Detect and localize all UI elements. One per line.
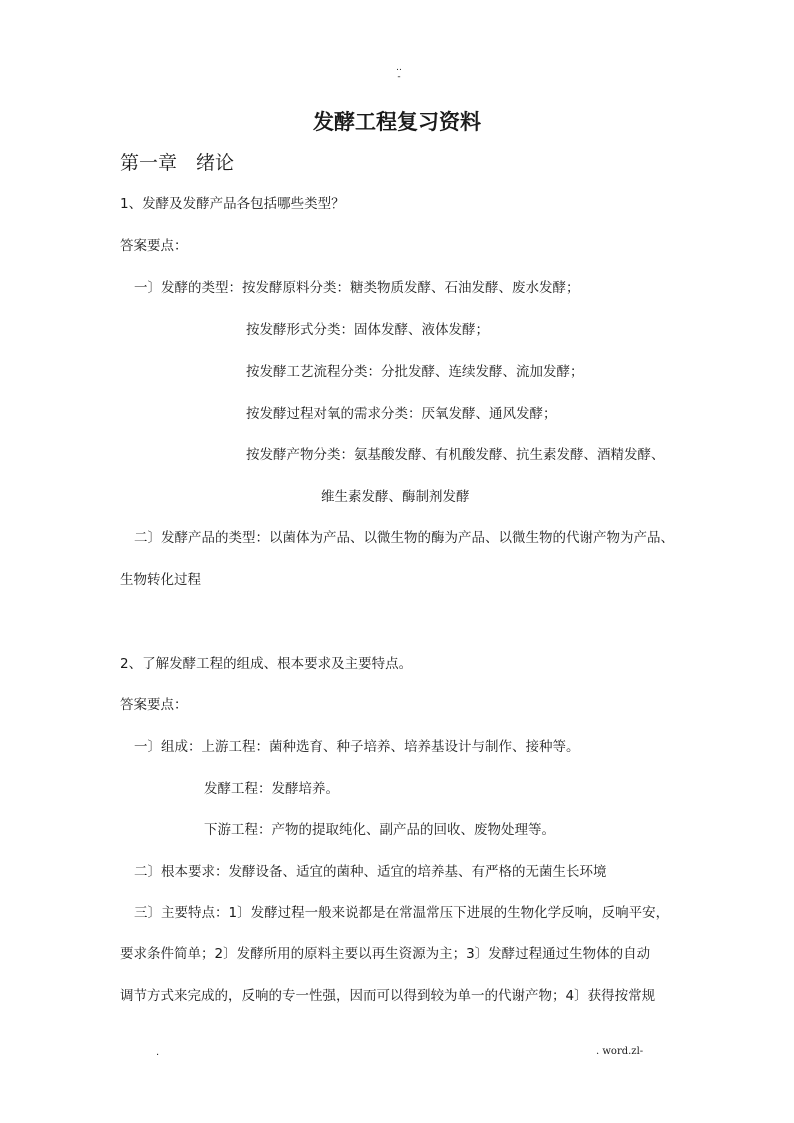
q1-part1-lead: 一〕发酵的类型：按发酵原料分类：糖类物质发酵、石油发酵、废水发酵； bbox=[134, 280, 580, 296]
q1-part2-line1: 二〕发酵产品的类型：以菌体为产品、以微生物的酶为产品、以微生物的代谢产物为产品、 bbox=[134, 530, 674, 546]
q1-answer-label: 答案要点： bbox=[120, 238, 188, 254]
q1-part1-line3: 按发酵工艺流程分类：分批发酵、连续发酵、流加发酵； bbox=[246, 364, 584, 380]
footer-right: . word.zl- bbox=[596, 1046, 644, 1057]
q2-question: 2、了解发酵工程的组成、根本要求及主要特点。 bbox=[120, 656, 413, 672]
document-title: 发酵工程复习资料 bbox=[313, 110, 481, 134]
q1-part1-line2: 按发酵形式分类：固体发酵、液体发酵； bbox=[246, 322, 489, 338]
q2-part3-line1: 三〕主要特点：1〕发酵过程一般来说都是在常温常压下进展的生物化学反响，反响平安， bbox=[134, 905, 670, 921]
q1-part1-line5: 按发酵产物分类：氨基酸发酵、有机酸发酵、抗生素发酵、酒精发酵、 bbox=[246, 447, 665, 463]
chapter-heading: 第一章 绪论 bbox=[120, 152, 235, 174]
q2-part1-line2: 发酵工程：发酵培养。 bbox=[204, 781, 339, 797]
q1-part1-line4: 按发酵过程对氧的需求分类：厌氧发酵、通风发酵； bbox=[246, 406, 557, 422]
q2-part3-line2: 要求条件简单；2〕发酵所用的原料主要以再生资源为主；3〕发酵过程通过生物体的自动 bbox=[120, 946, 651, 962]
q1-question: 1、发酵及发酵产品各包括哪些类型？ bbox=[120, 196, 345, 212]
q2-answer-label: 答案要点： bbox=[120, 697, 188, 713]
q2-part1-line3: 下游工程：产物的提取纯化、副产品的回收、废物处理等。 bbox=[204, 822, 555, 838]
header-mark-top: .. bbox=[396, 63, 402, 73]
header-mark bbox=[393, 64, 405, 82]
q2-part1-line1: 一〕组成：上游工程：菌种选育、种子培养、培养基设计与制作、接种等。 bbox=[134, 739, 580, 755]
q2-part2: 二〕根本要求：发酵设备、适宜的菌种、适宜的培养基、有严格的无菌生长环境 bbox=[134, 864, 607, 880]
header-mark-bottom: - bbox=[397, 72, 401, 82]
q1-part1-line6: 维生素发酵、酶制剂发酵 bbox=[321, 489, 470, 505]
q2-part3-line3: 调节方式来完成的，反响的专一性强，因而可以得到较为单一的代谢产物；4〕获得按常规 bbox=[120, 988, 656, 1004]
footer-left: . bbox=[156, 1047, 160, 1058]
q1-part2-line2: 生物转化过程 bbox=[120, 572, 201, 588]
